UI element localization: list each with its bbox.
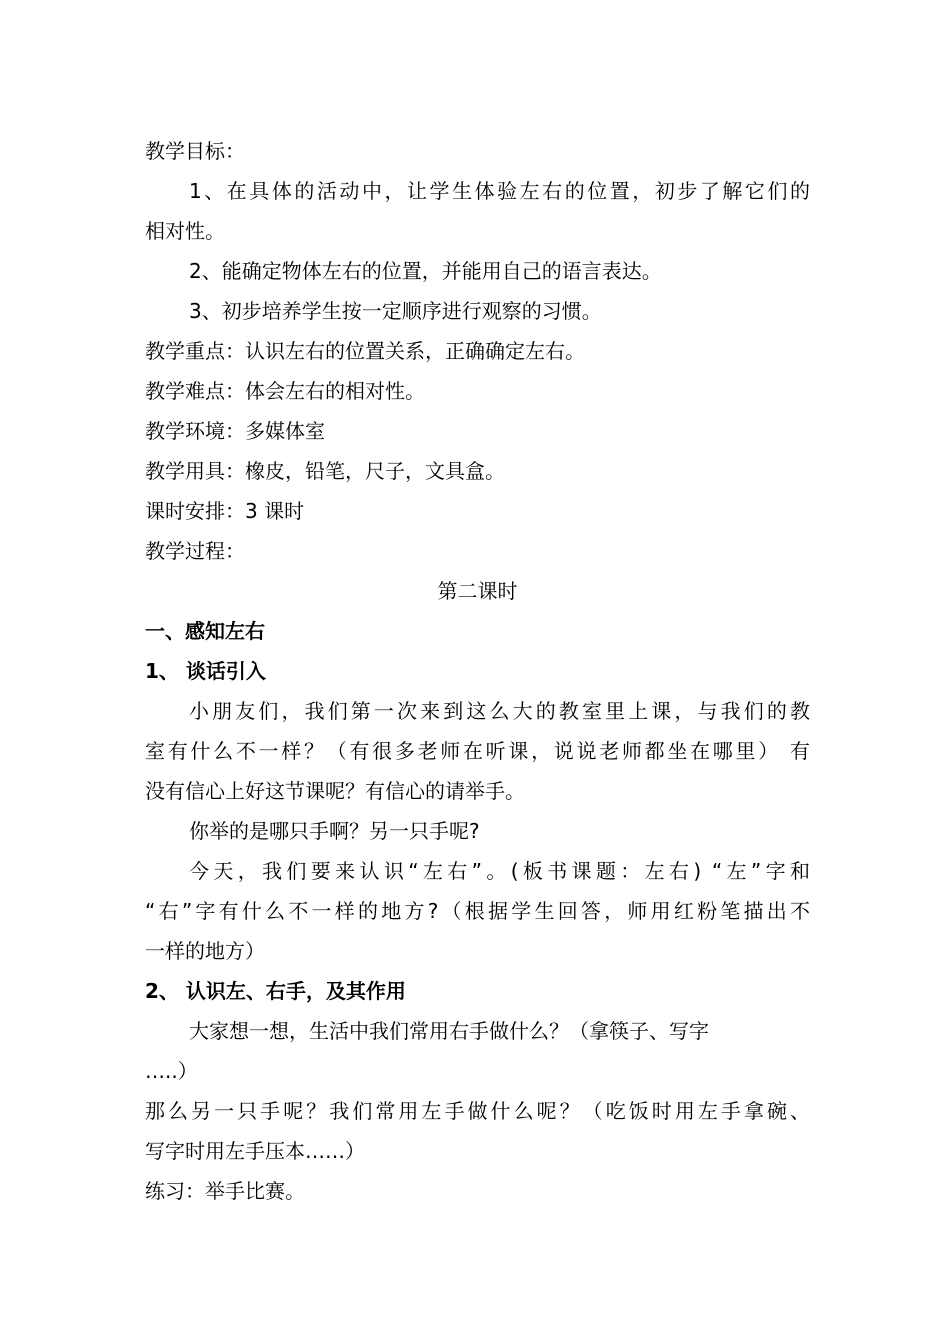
- objective-1-line-2: 相对性。: [145, 219, 225, 243]
- paragraph-1-line-1: 小朋友们，我们第一次来到这么大的教室里上课，与我们的教: [189, 699, 810, 723]
- objective-3: 3、初步培养学生按一定顺序进行观察的习惯。: [189, 299, 602, 323]
- teaching-tools: 教学用具：橡皮，铅笔，尺子，文具盒。: [145, 459, 505, 483]
- paragraph-3-line-2: “右”字有什么不一样的地方?（根据学生回答，师用红粉笔描出不: [145, 899, 810, 923]
- objective-2: 2、能确定物体左右的位置，并能用自己的语言表达。: [189, 259, 662, 283]
- subsection-2-heading: 2、 认识左、右手，及其作用: [145, 979, 406, 1003]
- paragraph-2: 你举的是哪只手啊？另一只手呢?: [189, 819, 480, 843]
- objectives-heading: 教学目标：: [145, 139, 245, 163]
- lesson-schedule: 课时安排：3 课时: [145, 499, 305, 523]
- exercise-line: 练习：举手比赛。: [145, 1179, 305, 1203]
- subsection-1-heading: 1、 谈话引入: [145, 659, 266, 683]
- document-page: [145, 131, 810, 1211]
- process-heading: 教学过程：: [145, 539, 245, 563]
- paragraph-1-line-2: 室有什么不一样？（有很多老师在听课，说说老师都坐在哪里） 有: [145, 739, 810, 763]
- paragraph-3-line-3: 一样的地方）: [145, 939, 265, 963]
- paragraph-3-line-1: 今天，我们要来认识“左右”。(板书课题：左右) “左”字和: [189, 859, 810, 883]
- paragraph-4-line-1: 大家想一想，生活中我们常用右手做什么？（拿筷子、写字: [189, 1019, 709, 1043]
- objective-1-line-1: 1、在具体的活动中，让学生体验左右的位置，初步了解它们的: [189, 179, 810, 203]
- paragraph-5-line-2: 写字时用左手压本……）: [145, 1139, 365, 1163]
- environment: 教学环境：多媒体室: [145, 419, 325, 443]
- difficult-point: 教学难点：体会左右的相对性。: [145, 379, 425, 403]
- paragraph-4-line-2: …..）: [145, 1059, 198, 1083]
- paragraph-5-line-1: 那么另一只手呢？我们常用左手做什么呢？（吃饭时用左手拿碗、: [145, 1099, 810, 1123]
- lesson-title: 第二课时: [437, 579, 518, 603]
- key-point: 教学重点：认识左右的位置关系，正确确定左右。: [145, 339, 585, 363]
- section-1-heading: 一、感知左右: [145, 619, 265, 643]
- paragraph-1-line-3: 没有信心上好这节课呢？有信心的请举手。: [145, 779, 525, 803]
